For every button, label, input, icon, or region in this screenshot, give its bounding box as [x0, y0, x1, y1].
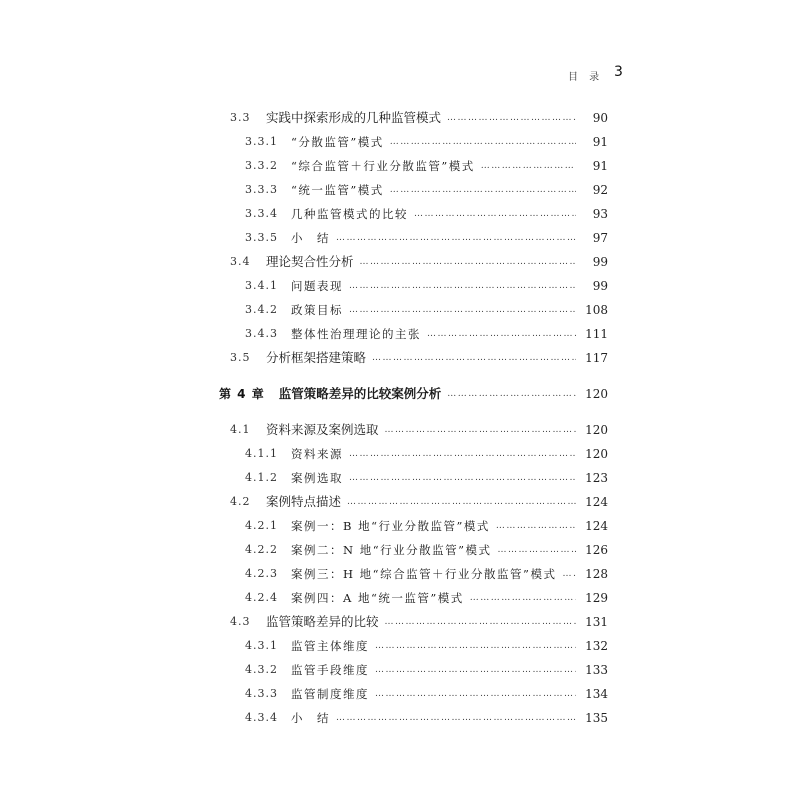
leader-dots	[481, 156, 576, 176]
leader-dots	[427, 324, 576, 344]
toc-entry-4-2-4	[0, 588, 800, 608]
toc-entry-4-3	[0, 612, 800, 632]
chapter-title: 监管策略差异的比较案例分析	[278, 386, 442, 401]
toc-entry-4-1	[0, 420, 800, 440]
toc-entry-3-3-5	[0, 228, 800, 248]
toc-number: 3.3.3	[245, 183, 278, 196]
toc-title: 资料来源	[291, 447, 343, 461]
leader-dots	[336, 708, 576, 728]
toc-number: 4.3	[230, 615, 251, 628]
leader-dots	[336, 228, 576, 248]
leader-dots	[349, 468, 576, 488]
toc-title: 政策目标	[291, 303, 343, 317]
toc-title: “综合监管＋行业分散监管”模式	[291, 159, 475, 173]
toc-number: 4.2	[230, 495, 251, 508]
toc-page: 133	[585, 663, 608, 677]
toc-entry-4-1-2	[0, 468, 800, 488]
toc-number: 4.3.4	[245, 711, 278, 724]
toc-title: 整体性治理理论的主张	[291, 327, 421, 341]
toc-number: 3.4.3	[245, 327, 278, 340]
toc-page: 123	[585, 471, 608, 485]
header-page-number: 3	[614, 64, 623, 80]
toc-number: 4.1	[230, 423, 251, 436]
toc-title: 小 结	[291, 231, 330, 245]
toc-page: 90	[592, 111, 608, 125]
header-label: 目 录	[568, 72, 604, 83]
toc-entry-3-4-1	[0, 276, 800, 296]
toc-page: 92	[592, 183, 608, 197]
toc-title: 问题表现	[291, 279, 343, 293]
toc-title: 案例选取	[291, 471, 343, 485]
toc-page: 129	[585, 591, 608, 605]
toc-number: 3.4.2	[245, 303, 278, 316]
toc-title: 案例一：B 地“行业分散监管”模式	[291, 519, 490, 533]
toc-title: 监管制度维度	[291, 687, 369, 701]
toc-entry-4-3-3	[0, 684, 800, 704]
toc-number: 4.1.1	[245, 447, 278, 460]
toc-page: 134	[585, 687, 608, 701]
toc-number: 4.2.3	[245, 567, 278, 580]
toc-title: 监管主体维度	[291, 639, 369, 653]
toc-entry-4-2	[0, 492, 800, 512]
toc-title: 案例特点描述	[266, 494, 342, 509]
toc-page: 124	[585, 519, 608, 533]
leader-dots	[447, 384, 576, 404]
toc-title: 案例四：A 地“统一监管”模式	[291, 591, 464, 605]
leader-dots	[390, 132, 576, 152]
toc-entry-3-5	[0, 348, 800, 368]
toc-entry-4-3-4	[0, 708, 800, 728]
toc-page: 99	[592, 279, 608, 293]
toc-entry-4-2-3	[0, 564, 800, 584]
toc-entry-4-3-1	[0, 636, 800, 656]
toc-number: 3.3.5	[245, 231, 278, 244]
toc-entry-4-2-2	[0, 540, 800, 560]
toc-page: 117	[585, 351, 608, 365]
toc-title: 案例三：H 地“综合监管＋行业分散监管”模式	[291, 567, 557, 581]
toc-page: 135	[585, 711, 608, 725]
leader-dots	[347, 492, 576, 512]
toc-entry-3-3-1	[0, 132, 800, 152]
toc-page: 120	[585, 423, 608, 437]
toc-number: 4.2.4	[245, 591, 278, 604]
leader-dots	[372, 348, 576, 368]
toc-number: 3.3.2	[245, 159, 278, 172]
toc-entry-3-3-2	[0, 156, 800, 176]
toc-page: 120	[585, 447, 608, 461]
toc-entry-3-4	[0, 252, 800, 272]
toc-entry-3-3-4	[0, 204, 800, 224]
toc-title: 几种监管模式的比较	[291, 207, 408, 221]
toc-page: 124	[585, 495, 608, 509]
chapter-number: 第 4 章	[219, 387, 265, 401]
toc-entry-3-4-3	[0, 324, 800, 344]
leader-dots	[349, 300, 576, 320]
toc-number: 3.4	[230, 255, 251, 268]
toc-page: 120	[585, 387, 608, 401]
toc-number: 4.3.2	[245, 663, 278, 676]
toc-page: 99	[592, 255, 608, 269]
leader-dots	[375, 660, 576, 680]
toc-number: 4.2.2	[245, 543, 278, 556]
toc-page: 128	[585, 567, 608, 581]
toc-page: 91	[592, 159, 608, 173]
toc-page: 131	[585, 615, 608, 629]
leader-dots	[375, 636, 576, 656]
toc-title: 监管策略差异的比较	[266, 614, 379, 629]
toc-entry-4-2-1	[0, 516, 800, 536]
toc-number: 3.3.4	[245, 207, 278, 220]
toc-number: 4.3.1	[245, 639, 278, 652]
toc-number: 3.5	[230, 351, 251, 364]
toc-page: 91	[592, 135, 608, 149]
toc-page: 126	[585, 543, 608, 557]
leader-dots	[349, 444, 576, 464]
toc-entry-4-1-1	[0, 444, 800, 464]
toc-number: 3.3	[230, 111, 251, 124]
leader-dots	[360, 252, 576, 272]
leader-dots	[497, 540, 576, 560]
toc-number: 3.4.1	[245, 279, 278, 292]
toc-title: “统一监管”模式	[291, 183, 384, 197]
toc-entry-3-3	[0, 108, 800, 128]
toc-title: 理论契合性分析	[266, 254, 354, 269]
toc-title: 小 结	[291, 711, 330, 725]
toc-entry-3-4-2	[0, 300, 800, 320]
toc-number: 4.2.1	[245, 519, 278, 532]
leader-dots	[390, 180, 576, 200]
leader-dots	[447, 108, 576, 128]
toc-page: 111	[585, 327, 608, 341]
toc-title: 分析框架搭建策略	[266, 350, 367, 365]
leader-dots	[414, 204, 576, 224]
leader-dots	[349, 276, 576, 296]
leader-dots	[496, 516, 576, 536]
toc-title: 实践中探索形成的几种监管模式	[266, 110, 442, 125]
leader-dots	[385, 420, 576, 440]
toc-entry-3-3-3	[0, 180, 800, 200]
toc-title: 监管手段维度	[291, 663, 369, 677]
toc-title: 案例二：N 地“行业分散监管”模式	[291, 543, 492, 557]
leader-dots	[385, 612, 576, 632]
toc-title: 资料来源及案例选取	[266, 422, 379, 437]
toc-number: 4.1.2	[245, 471, 278, 484]
toc-page: 132	[585, 639, 608, 653]
toc-chapter-4	[0, 384, 800, 404]
leader-dots	[562, 564, 576, 584]
toc-page: 97	[592, 231, 608, 245]
toc-page: 93	[592, 207, 608, 221]
leader-dots	[375, 684, 576, 704]
toc-page: 108	[585, 303, 608, 317]
toc-title: “分散监管”模式	[291, 135, 384, 149]
toc-entry-4-3-2	[0, 660, 800, 680]
toc-number: 3.3.1	[245, 135, 278, 148]
leader-dots	[470, 588, 576, 608]
toc-number: 4.3.3	[245, 687, 278, 700]
